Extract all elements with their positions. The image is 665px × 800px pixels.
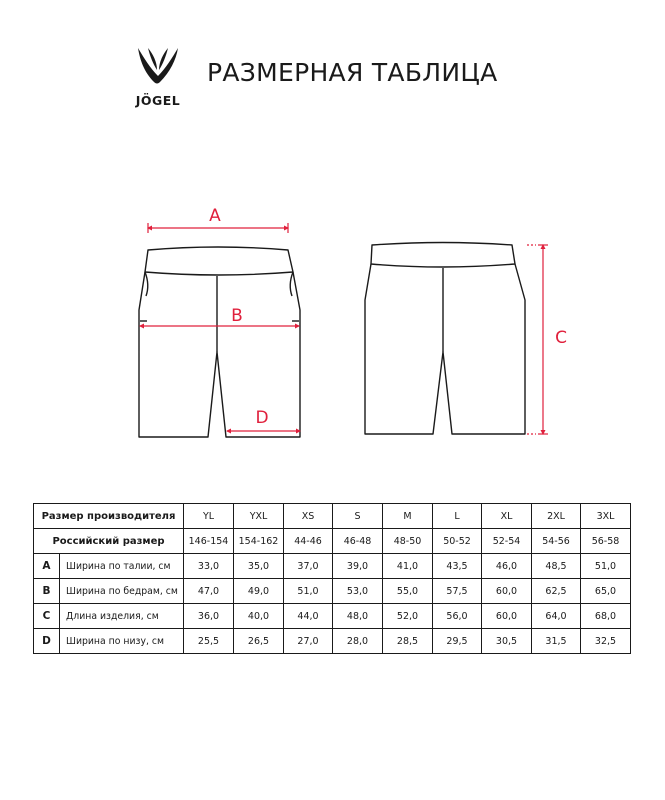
dimension-label-d: D [255,408,269,428]
russian-size-cell: 54-56 [532,529,581,554]
measurement-value: 26,5 [234,629,284,654]
back-waistband [371,243,515,268]
dimension-label-a: A [209,206,221,226]
measurement-value: 53,0 [333,579,383,604]
measurement-value: 33,0 [184,554,234,579]
measurement-value: 36,0 [184,604,234,629]
measurement-label: Ширина по бедрам, см [60,579,184,604]
russian-size-cell: 56-58 [581,529,631,554]
measurement-letter: B [34,579,60,604]
measurement-label: Ширина по низу, см [60,629,184,654]
measurement-value: 27,0 [284,629,333,654]
measurement-value: 56,0 [433,604,482,629]
measurement-value: 48,5 [532,554,581,579]
measurement-value: 55,0 [383,579,433,604]
measurement-value: 52,0 [383,604,433,629]
shorts-front-view [139,247,300,437]
brand-logo-text: JÖGEL [135,93,181,108]
measurement-value: 60,0 [482,604,532,629]
measurement-value: 32,5 [581,629,631,654]
size-header-cell: 3XL [581,504,631,529]
dimension-label-b: B [231,306,243,326]
size-header-cell: YXL [234,504,284,529]
manufacturer-size-label: Размер производителя [34,504,184,529]
russian-size-cell: 146-154 [184,529,234,554]
russian-size-label: Российский размер [34,529,184,554]
measurement-row-d [34,629,631,654]
measurement-value: 30,5 [482,629,532,654]
measurement-value: 62,5 [532,579,581,604]
measurement-value: 57,5 [433,579,482,604]
measurement-row-c [34,604,631,629]
size-header-cell: 2XL [532,504,581,529]
russian-size-cell: 46-48 [333,529,383,554]
measurement-row-b [34,579,631,604]
dimension-label-c: C [555,328,567,348]
shorts-back-view [365,243,525,435]
russian-size-cell: 44-46 [284,529,333,554]
measurement-letter: C [34,604,60,629]
dimension-d [226,429,301,434]
measurement-value: 37,0 [284,554,333,579]
front-outline [139,272,300,437]
front-left-pocket [145,272,148,296]
measurement-value: 28,5 [383,629,433,654]
dimension-lines [139,223,548,435]
measurement-value: 43,5 [433,554,482,579]
measurement-value: 29,5 [433,629,482,654]
measurement-value: 31,5 [532,629,581,654]
front-right-pocket [290,272,293,296]
measurement-value: 25,5 [184,629,234,654]
dimension-b [139,324,300,329]
front-waistband [145,247,293,275]
page-title: РАЗМЕРНАЯ ТАБЛИЦА [207,58,498,87]
russian-size-cell: 48-50 [383,529,433,554]
size-header-cell: XS [284,504,333,529]
measurement-value: 28,0 [333,629,383,654]
size-table [33,503,631,654]
measurement-label: Длина изделия, см [60,604,184,629]
measurement-value: 60,0 [482,579,532,604]
dimension-c [527,244,548,435]
measurement-value: 65,0 [581,579,631,604]
size-header-cell: M [383,504,433,529]
manufacturer-size-row [34,504,631,529]
measurement-value: 68,0 [581,604,631,629]
size-header-cell: S [333,504,383,529]
size-header-cell: YL [184,504,234,529]
size-header-cell: L [433,504,482,529]
measurement-value: 49,0 [234,579,284,604]
size-header-cell: XL [482,504,532,529]
measurement-value: 47,0 [184,579,234,604]
measurement-value: 46,0 [482,554,532,579]
measurement-value: 40,0 [234,604,284,629]
measurement-value: 39,0 [333,554,383,579]
measurement-value: 51,0 [284,579,333,604]
russian-size-cell: 154-162 [234,529,284,554]
measurement-value: 41,0 [383,554,433,579]
russian-size-cell: 52-54 [482,529,532,554]
measurement-letter: A [34,554,60,579]
measurement-row-a [34,554,631,579]
measurement-value: 48,0 [333,604,383,629]
measurement-value: 64,0 [532,604,581,629]
russian-size-row [34,529,631,554]
measurement-label: Ширина по талии, см [60,554,184,579]
measurement-letter: D [34,629,60,654]
measurement-value: 35,0 [234,554,284,579]
measurement-value: 51,0 [581,554,631,579]
back-outline [365,264,525,434]
russian-size-cell: 50-52 [433,529,482,554]
measurement-value: 44,0 [284,604,333,629]
